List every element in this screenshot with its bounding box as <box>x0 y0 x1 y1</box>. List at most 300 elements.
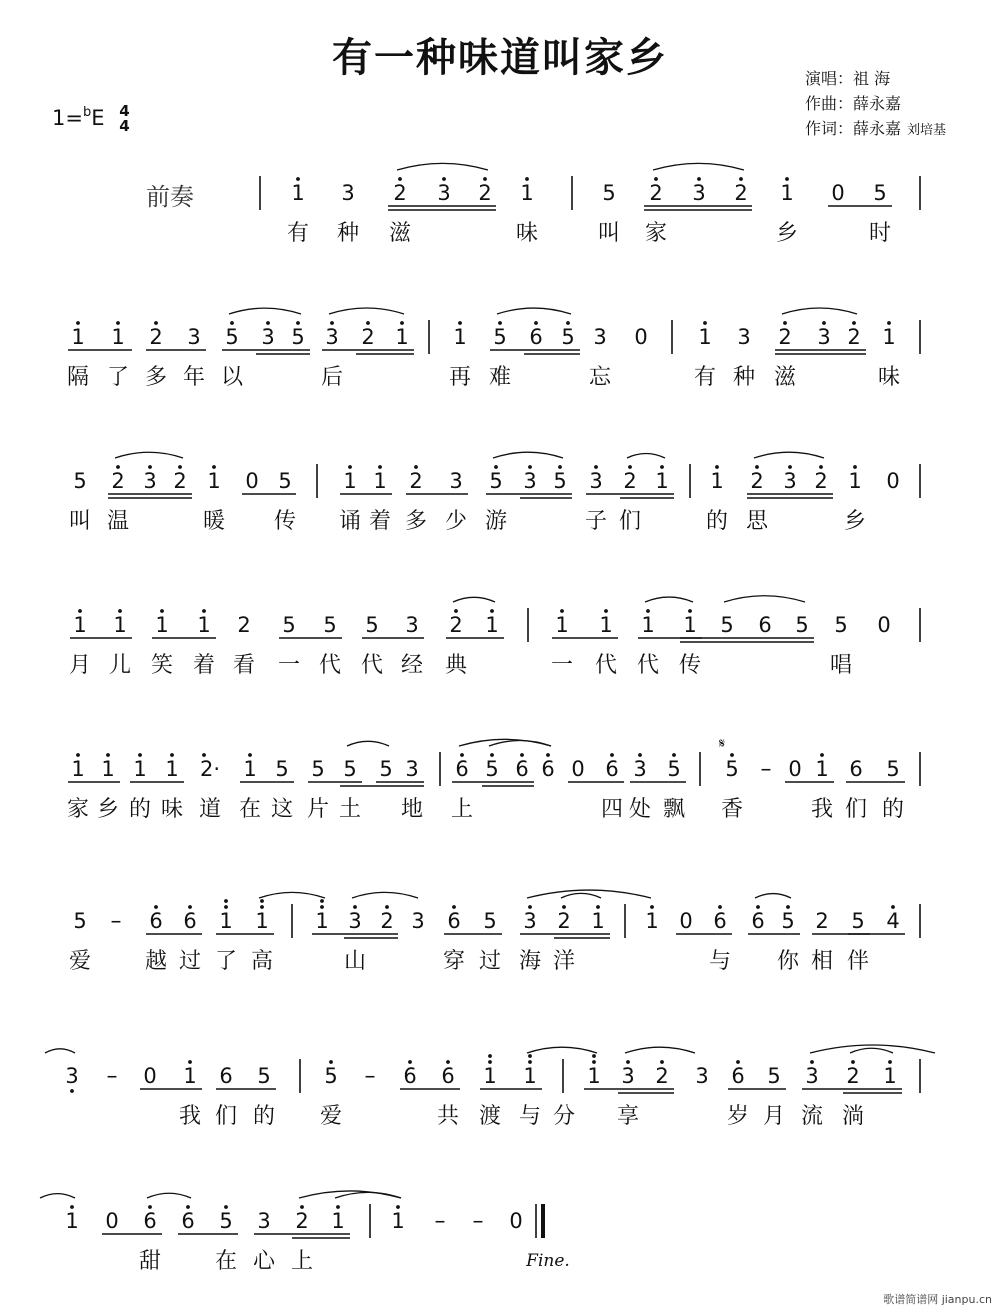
note: 1 <box>155 613 169 637</box>
note: 1 <box>815 757 829 781</box>
lyric-char: 年 <box>182 365 206 390</box>
note: 3 <box>405 757 419 781</box>
note: 1 <box>395 325 409 349</box>
octave-dot-high <box>400 321 404 325</box>
note: 2 <box>380 909 394 933</box>
note: 6 <box>849 757 863 781</box>
note: 1 <box>183 1064 197 1088</box>
note: 5 <box>278 469 292 493</box>
note: 1 <box>591 909 605 933</box>
note: 4 <box>886 909 900 933</box>
note: 5 <box>73 469 87 493</box>
note: 5 <box>365 613 379 637</box>
note: 2 <box>649 181 663 205</box>
lyric-char: 四 <box>600 797 624 822</box>
octave-dot-high <box>224 1205 228 1209</box>
note: 2 <box>295 1209 309 1233</box>
octave-dot-high <box>320 899 324 903</box>
note: 1 <box>71 325 85 349</box>
note: 5 <box>834 613 848 637</box>
octave-dot-high <box>202 753 206 757</box>
slur-arc <box>453 597 495 602</box>
extra-author: 刘培基 <box>907 123 947 138</box>
note: 1 <box>111 325 125 349</box>
dash-extension: – <box>110 909 122 934</box>
lyric-char: 笑 <box>150 653 174 678</box>
octave-dot-high <box>300 1205 304 1209</box>
note: 3 <box>817 325 831 349</box>
lyric-char: 诵 <box>338 509 362 534</box>
slur-arc <box>40 1194 75 1198</box>
note: 2 <box>173 469 187 493</box>
octave-dot-high <box>851 1060 855 1064</box>
lyric-char: 山 <box>343 949 367 974</box>
octave-dot-high <box>483 177 487 181</box>
note: 1 <box>641 613 655 637</box>
note: 1 <box>71 757 85 781</box>
octave-dot-high <box>414 465 418 469</box>
note: 6 <box>143 1209 157 1233</box>
octave-dot-high <box>116 465 120 469</box>
note: 3 <box>695 1064 709 1088</box>
octave-dot-high <box>454 609 458 613</box>
octave-dot-high <box>660 1060 664 1064</box>
lyric-char: 多 <box>144 365 168 390</box>
octave-dot-high <box>398 177 402 181</box>
octave-dot-high <box>442 177 446 181</box>
note: 3 <box>437 181 451 205</box>
octave-dot-high <box>154 905 158 909</box>
note: 2 <box>361 325 375 349</box>
note: 5 <box>282 613 296 637</box>
note: 6 <box>181 1209 195 1233</box>
dash-extension: – <box>760 757 772 782</box>
lyric-char: 的 <box>128 797 152 822</box>
note: 3 <box>805 1064 819 1088</box>
note: 1 <box>848 469 862 493</box>
note: 0 <box>105 1209 119 1233</box>
octave-dot-high <box>330 321 334 325</box>
note: 6 <box>541 757 555 781</box>
note: 0 <box>634 325 648 349</box>
lyric-char: 味 <box>877 365 901 390</box>
note: 5 <box>483 909 497 933</box>
slur-arc <box>229 308 301 314</box>
note: 3 <box>261 325 275 349</box>
lyric-char: 的 <box>252 1104 276 1129</box>
note: 3 <box>621 1064 635 1088</box>
lyric-char: 着 <box>192 653 216 678</box>
note: 1 <box>73 613 87 637</box>
octave-dot-high <box>116 321 120 325</box>
slur-arc <box>397 163 488 170</box>
slur-arc <box>259 892 325 898</box>
octave-dot-high <box>638 753 642 757</box>
note: 1 <box>373 469 387 493</box>
note: 2 <box>409 469 423 493</box>
lyric-char: 洋 <box>552 949 576 974</box>
note: 6 <box>403 1064 417 1088</box>
note: 6 <box>751 909 765 933</box>
octave-dot-high <box>188 1060 192 1064</box>
lyric-char: 高 <box>250 949 274 974</box>
note: 6 <box>731 1064 745 1088</box>
note: 5 <box>886 757 900 781</box>
lyric-char: 以 <box>220 365 244 390</box>
note: 6 <box>149 909 163 933</box>
octave-dot-high <box>528 905 532 909</box>
octave-dot-high <box>822 321 826 325</box>
note: 5 <box>493 325 507 349</box>
octave-dot-high <box>520 753 524 757</box>
octave-dot-high <box>266 321 270 325</box>
octave-dot-high <box>594 465 598 469</box>
note: 0 <box>571 757 585 781</box>
note: 3 <box>692 181 706 205</box>
note: 2 <box>815 909 829 933</box>
octave-dot-high <box>525 177 529 181</box>
octave-dot-high <box>592 1054 596 1058</box>
note: 0 <box>877 613 891 637</box>
lyric-char: 们 <box>844 797 868 822</box>
lyric-char: 这 <box>270 797 294 822</box>
note: 1 <box>391 1209 405 1233</box>
note: 5 <box>553 469 567 493</box>
lyric-char: 过 <box>178 949 202 974</box>
octave-dot-high <box>378 465 382 469</box>
octave-dot-high <box>490 609 494 613</box>
note: 1 <box>683 613 697 637</box>
note: 1 <box>255 909 269 933</box>
note: 5 <box>720 613 734 637</box>
note: 5 <box>343 757 357 781</box>
lyric-char: 片 <box>306 797 330 822</box>
note: 1 <box>207 469 221 493</box>
note: 3 <box>257 1209 271 1233</box>
note: 6 <box>758 613 772 637</box>
note: 6 <box>713 909 727 933</box>
octave-dot-high <box>820 753 824 757</box>
lyric-char: 看 <box>232 653 256 678</box>
lyric-char: 乡 <box>96 797 120 822</box>
octave-dot-high <box>148 1205 152 1209</box>
note: 1 <box>599 613 613 637</box>
lyric-char: 在 <box>214 1249 238 1274</box>
slur-arc <box>147 1193 191 1198</box>
lyric-char: 经 <box>400 653 424 678</box>
lyric-char: 传 <box>273 509 297 534</box>
lyric-char: 甜 <box>138 1249 162 1274</box>
slur-arc <box>755 894 791 898</box>
note: 6 <box>605 757 619 781</box>
lyric-char: 流 <box>800 1104 824 1129</box>
lyric-char: 儿 <box>108 653 132 678</box>
lyric-char: 穿 <box>442 949 466 974</box>
octave-dot-high <box>106 753 110 757</box>
octave-dot-high <box>810 1060 814 1064</box>
octave-dot-high <box>783 321 787 325</box>
octave-dot-high <box>385 905 389 909</box>
fine-marking: Fine. <box>526 1251 570 1271</box>
octave-dot-high <box>592 1060 596 1064</box>
octave-dot-high <box>488 1060 492 1064</box>
octave-dot-high <box>498 321 502 325</box>
slur-arc <box>627 453 665 458</box>
lyric-char: 海 <box>518 949 542 974</box>
note: 1 <box>65 1209 79 1233</box>
dash-extension: – <box>106 1064 118 1089</box>
note: 3 <box>341 181 355 205</box>
note: 0 <box>831 181 845 205</box>
lyric-char: 温 <box>106 509 130 534</box>
lyric-char: 分 <box>552 1104 576 1129</box>
octave-dot-high <box>408 1060 412 1064</box>
composer-credit: 作曲：薛永嘉 <box>805 94 902 113</box>
note: 1 <box>101 757 115 781</box>
dash-extension: – <box>472 1209 484 1234</box>
slur-arc <box>489 741 551 746</box>
octave-dot-high <box>202 609 206 613</box>
octave-dot-high <box>819 465 823 469</box>
lyric-char: 的 <box>705 509 729 534</box>
note: 5 <box>781 909 795 933</box>
note: 2 <box>814 469 828 493</box>
slur-arc <box>782 308 857 314</box>
lyric-char: 了 <box>106 365 130 390</box>
note: 0 <box>143 1064 157 1088</box>
note: 5 <box>311 757 325 781</box>
note: 5 <box>257 1064 271 1088</box>
note: 1 <box>343 469 357 493</box>
lyric-char: 思 <box>745 509 769 534</box>
octave-dot-high <box>560 609 564 613</box>
note: 5 <box>795 613 809 637</box>
octave-dot-high <box>490 753 494 757</box>
note: 5 <box>489 469 503 493</box>
lyric-char: 我 <box>178 1104 202 1129</box>
note: 2 <box>847 325 861 349</box>
octave-dot-high <box>494 465 498 469</box>
octave-dot-high <box>562 905 566 909</box>
note: 2 <box>734 181 748 205</box>
octave-dot-high <box>891 905 895 909</box>
lyric-char: 暖 <box>202 509 226 534</box>
slur-arc <box>352 892 418 898</box>
octave-dot-high <box>672 753 676 757</box>
note: 1 <box>243 757 257 781</box>
octave-dot-high <box>348 465 352 469</box>
note: 1 <box>485 613 499 637</box>
note: 5 <box>725 757 739 781</box>
octave-dot-high <box>703 321 707 325</box>
lyric-char: 伴 <box>846 949 870 974</box>
note: 1 <box>197 613 211 637</box>
note: 0 <box>679 909 693 933</box>
slur-arc <box>810 1045 935 1053</box>
lyric-char: 享 <box>616 1104 640 1129</box>
octave-dot-high <box>660 465 664 469</box>
octave-dot-high <box>78 609 82 613</box>
note: 5 <box>324 1064 338 1088</box>
note: 5 <box>873 181 887 205</box>
octave-dot-high <box>170 753 174 757</box>
slur-arc <box>347 741 389 746</box>
octave-dot-high <box>715 465 719 469</box>
note: 2 <box>846 1064 860 1088</box>
slur-arc <box>850 1048 893 1053</box>
note: 5 <box>602 181 616 205</box>
note: 2 <box>478 181 492 205</box>
intro-label: 前奏 <box>146 183 194 211</box>
lyric-char: 相 <box>810 949 834 974</box>
octave-dot-high <box>755 465 759 469</box>
note: 3 <box>523 469 537 493</box>
lyric-char: 渡 <box>478 1104 502 1129</box>
octave-dot-high <box>260 899 264 903</box>
time-top: 4 <box>119 102 130 120</box>
note: 3 <box>348 909 362 933</box>
note: 1 <box>587 1064 601 1088</box>
note: 3 <box>737 325 751 349</box>
octave-dot-high <box>718 905 722 909</box>
slur-arc <box>45 1049 75 1053</box>
note: 5 <box>379 757 393 781</box>
lyric-char: 爱 <box>319 1104 343 1129</box>
note: 2 <box>623 469 637 493</box>
octave-dot-high <box>329 1060 333 1064</box>
lyric-char: 了 <box>214 949 238 974</box>
note: 6 <box>183 909 197 933</box>
note: 5 <box>225 325 239 349</box>
octave-dot-high <box>186 1205 190 1209</box>
lyric-char: 忘 <box>588 365 612 390</box>
slur-arc <box>497 308 571 314</box>
lyric-char: 味 <box>515 221 539 246</box>
octave-dot-high <box>785 177 789 181</box>
octave-dot-high <box>460 753 464 757</box>
note: 5 <box>291 325 305 349</box>
note: 5 <box>219 1209 233 1233</box>
lyric-char: 与 <box>518 1104 542 1129</box>
lyric-char: 们 <box>214 1104 238 1129</box>
lyric-char: 乡 <box>843 509 867 534</box>
lyric-char: 处 <box>628 797 652 822</box>
octave-dot-high <box>224 899 228 903</box>
note: 5 <box>767 1064 781 1088</box>
note: 3 <box>143 469 157 493</box>
note: 5 <box>485 757 499 781</box>
note: 2 <box>655 1064 669 1088</box>
octave-dot-high <box>366 321 370 325</box>
slur-arc <box>561 893 601 898</box>
lyric-char: 有 <box>286 221 310 246</box>
note: 0 <box>886 469 900 493</box>
lyric-char: 隔 <box>66 365 90 390</box>
lyric-char: 着 <box>368 509 392 534</box>
octave-dot-high <box>458 321 462 325</box>
note: 3 <box>593 325 607 349</box>
lyric-char: 传 <box>678 653 702 678</box>
note: 6 <box>529 325 543 349</box>
note: 2 <box>778 325 792 349</box>
note: 1 <box>291 181 305 205</box>
lyric-char: 家 <box>66 797 90 822</box>
octave-dot-high <box>76 753 80 757</box>
note: 2 <box>557 909 571 933</box>
octave-dot-high <box>260 905 264 909</box>
lyric-char: 爱 <box>68 949 92 974</box>
note: 6 <box>455 757 469 781</box>
octave-dot-high <box>160 609 164 613</box>
lyric-char: 代 <box>594 653 618 678</box>
time-bottom: 4 <box>119 117 130 135</box>
note: 6 <box>219 1064 233 1088</box>
octave-dot-high <box>320 905 324 909</box>
lyric-char: 一 <box>550 653 574 678</box>
note: 1 <box>883 1064 897 1088</box>
lyric-char: 你 <box>776 949 800 974</box>
lyric-char: 月 <box>762 1104 786 1129</box>
slur-arc <box>115 452 183 458</box>
octave-dot-high <box>596 905 600 909</box>
note: 1 <box>710 469 724 493</box>
lyric-char: 在 <box>238 797 262 822</box>
octave-dot-high <box>888 1060 892 1064</box>
lyric-char: 淌 <box>841 1104 865 1129</box>
octave-dot-high <box>739 177 743 181</box>
octave-dot-high <box>786 905 790 909</box>
lyric-char: 种 <box>336 221 360 246</box>
lyric-char: 叫 <box>68 509 92 534</box>
note: 3 <box>405 613 419 637</box>
note: 2 <box>393 181 407 205</box>
lyricist-text: 作词：薛永嘉 <box>805 119 902 138</box>
octave-dot-high <box>697 177 701 181</box>
note: 5 <box>667 757 681 781</box>
note: 1 <box>523 1064 537 1088</box>
octave-dot-high <box>646 609 650 613</box>
note: 1 <box>133 757 147 781</box>
octave-dot-high <box>396 1205 400 1209</box>
note: 3 <box>325 325 339 349</box>
octave-dot-high <box>248 753 252 757</box>
note: 1 <box>882 325 896 349</box>
lyric-char: 典 <box>444 653 468 678</box>
octave-dot-high <box>852 321 856 325</box>
watermark: 歌谱简谱网 jianpu.cn <box>883 1293 992 1306</box>
note: 2 <box>149 325 163 349</box>
octave-dot-high <box>534 321 538 325</box>
octave-dot-high <box>148 465 152 469</box>
lyric-char: 代 <box>360 653 384 678</box>
slur-arc <box>493 452 563 458</box>
dash-extension: – <box>434 1209 446 1234</box>
note: 3 <box>449 469 463 493</box>
octave-dot-high <box>654 177 658 181</box>
note: 1 <box>698 325 712 349</box>
singer-credit: 演唱：祖 海 <box>805 69 891 88</box>
octave-dot-high <box>528 1060 532 1064</box>
octave-dot-high <box>528 465 532 469</box>
note: 5 <box>851 909 865 933</box>
lyric-char: 少 <box>444 509 468 534</box>
slur-arc <box>754 452 824 458</box>
lyric-char: 过 <box>478 949 502 974</box>
octave-dot-high <box>546 753 550 757</box>
octave-dot-high <box>452 905 456 909</box>
lyric-char: 唱 <box>829 653 853 678</box>
note: 6 <box>441 1064 455 1088</box>
